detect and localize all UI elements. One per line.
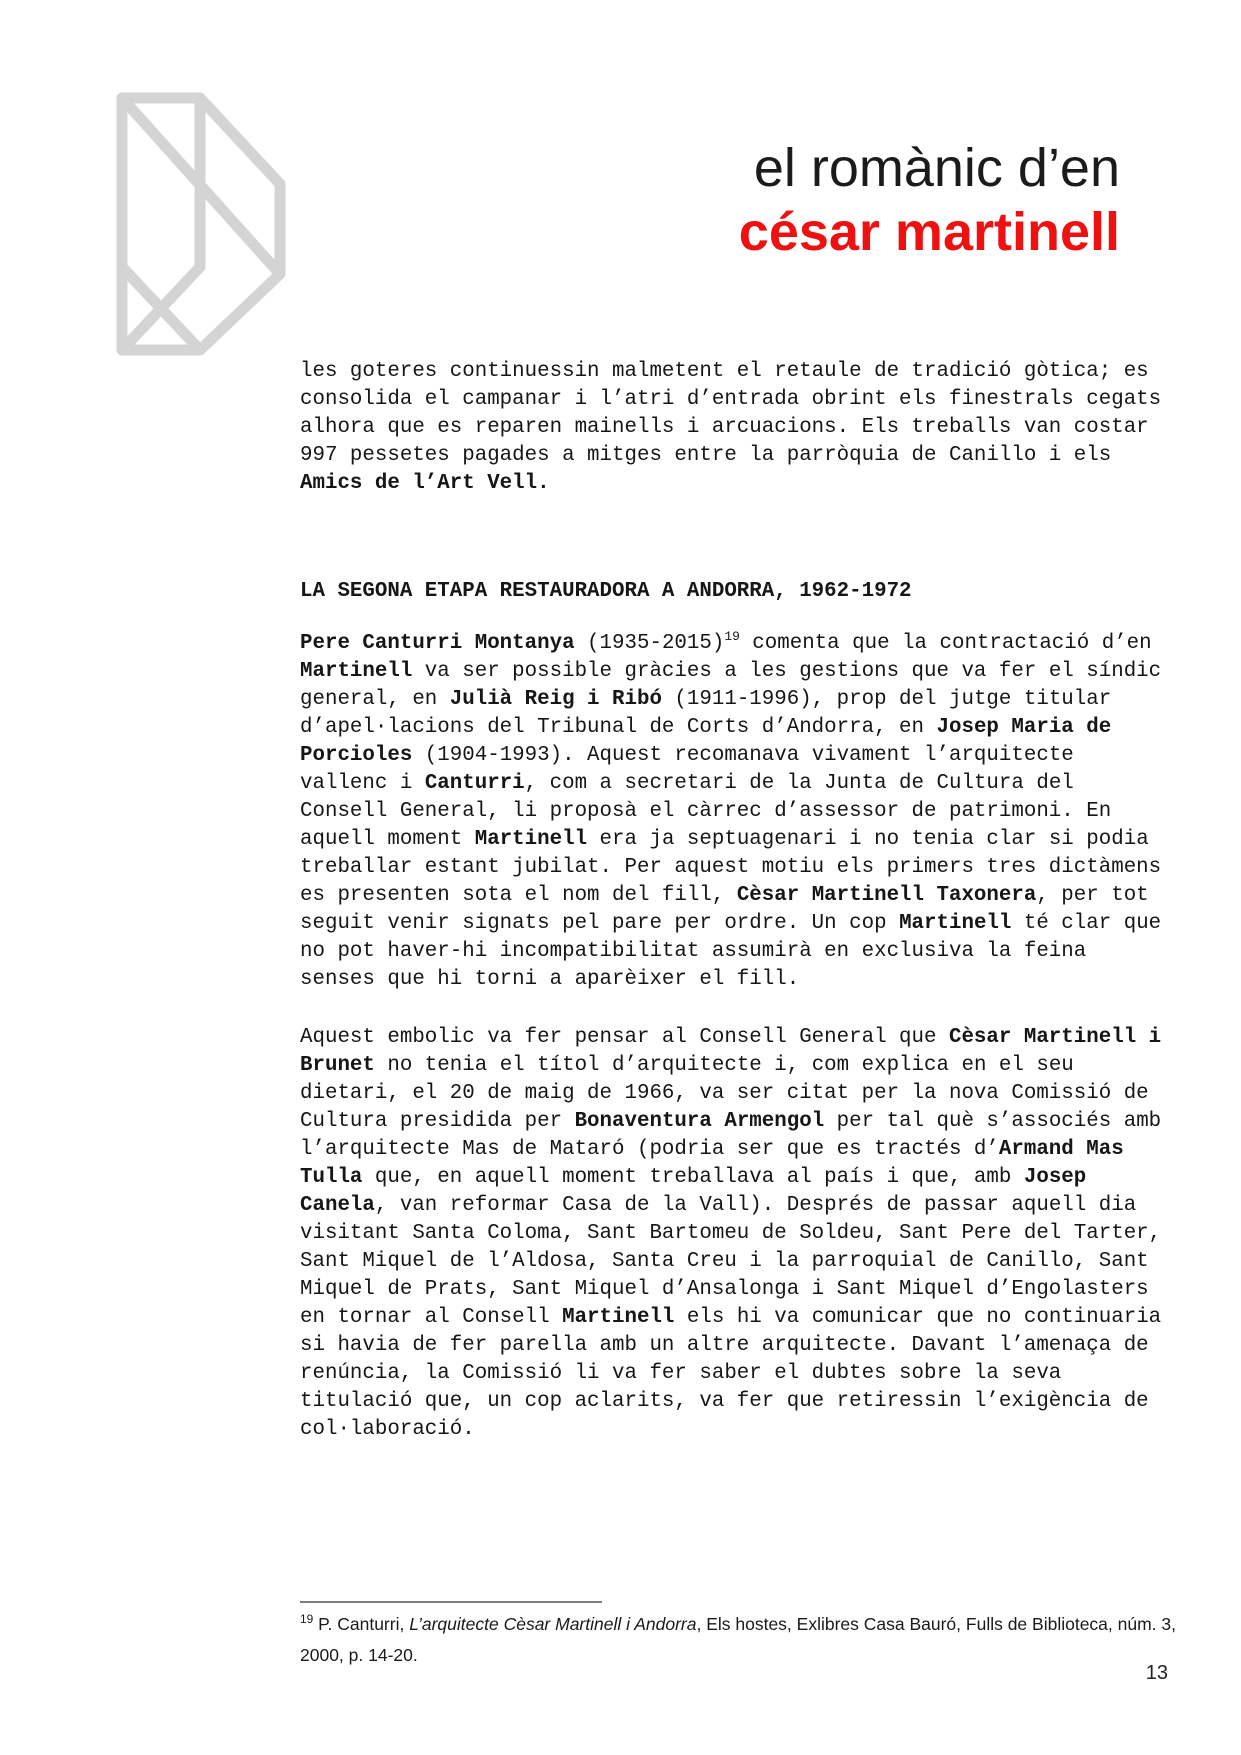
text-segment: consolida el campanar i l’atri d’entrada obrint els finestrals cegats [300,388,1162,411]
text-line [300,686,1170,714]
text-segment: , Els hostes, Exlibres Casa Bauró, Fulls de Biblioteca, núm. 3, [696,1614,1176,1634]
text-segment: per tal què s’associés amb [824,1110,1162,1133]
text-segment: Martinell [474,828,588,851]
text-segment: Cultura presidida per [300,1110,575,1133]
text-segment: Armand Mas [998,1138,1124,1161]
text-line [300,1360,1170,1388]
text-segment: (1904-1993). Aquest recomanava vivament l’arquitecte [412,744,1074,767]
text-segment: Miquel de Prats, Sant Miquel d’Ansalonga i Sant Miquel d’Engolasters [300,1278,1149,1301]
text-segment: té clar que [1011,912,1162,935]
text-line [300,414,1170,442]
text-line [300,882,1170,910]
text-line [300,1136,1170,1164]
text-segment: Aquest embolic va fer pensar al Consell General que [300,1026,949,1049]
text-segment: va ser possible gràcies a les gestions que va fer el síndic [412,660,1162,683]
text-line [300,938,1170,966]
text-segment: (1911-1996), prop del jutge titular [661,688,1112,711]
text-segment: Cèsar Martinell Taxonera [736,884,1037,907]
text-line [300,658,1170,686]
text-line [300,1248,1170,1276]
text-segment: visitant Santa Coloma, Sant Bartomeu de Soldeu, Sant Pere del Tarter, [300,1222,1162,1245]
text-line [300,798,1170,826]
text-segment: Tulla [300,1166,363,1189]
text-line [300,1192,1170,1220]
text-segment: seguit venir signats pel pare per ordre. Un cop [300,912,900,935]
text-segment: Bonaventura Armengol [574,1110,825,1133]
text-segment: 2000, p. 14-20. [300,1645,418,1665]
text-line [300,854,1170,882]
text-segment: Canturri [424,772,525,795]
text-segment: Cèsar Martinell i [948,1026,1162,1049]
text-segment: l’arquitecte Mas de Mataró (podria ser que es tractés d’ [300,1138,999,1161]
text-segment: 19 [300,1612,314,1627]
text-line [300,386,1170,414]
text-line [300,442,1170,470]
paragraph-1 [300,358,1170,498]
text-line [300,966,1170,994]
text-segment: si havia de fer parella amb un altre arquitecte. Davant l’amenaça de [300,1334,1149,1357]
text-segment: Martinell [899,912,1012,935]
text-line [300,1276,1170,1304]
text-line [300,770,1170,798]
text-segment: comenta que la contractació d’en [739,632,1152,655]
text-segment: , per tot [1036,884,1149,907]
text-segment: Brunet [300,1054,375,1077]
text-segment: col·laboració. [300,1418,475,1441]
text-line [300,826,1170,854]
text-line [300,1388,1170,1416]
text-segment: general, en [300,688,450,711]
text-segment: (1935-2015) [574,632,725,655]
text-line [300,742,1170,770]
masthead [300,136,1120,264]
paragraph-3 [300,1024,1170,1444]
text-segment: Canela [300,1194,375,1217]
text-line [300,1024,1170,1052]
text-segment: Martinell [562,1306,675,1329]
text-segment: en tornar al Consell [300,1306,563,1329]
footnote-line [300,1609,1176,1640]
text-segment: no tenia el títol d’arquitecte i, com explica en el seu [374,1054,1074,1077]
text-line [300,1052,1170,1080]
text-segment: d’apel·lacions del Tribunal de Corts d’Andorra, en [300,716,937,739]
text-segment: Pere Canturri Montanya [300,632,575,655]
text-line [300,1416,1170,1444]
text-segment: que, en aquell moment treballava al país i que, amb [362,1166,1024,1189]
text-segment: alhora que es reparen mainells i arcuacions. Els treballs van costar [300,416,1149,439]
text-line [300,1304,1170,1332]
text-segment: L’arquitecte Cèsar Martinell i Andorra [409,1614,697,1634]
text-segment: treballar estant jubilat. Per aquest motiu els primers tres dictàmens [300,856,1162,879]
text-segment: es presenten sota el nom del fill, [300,884,737,907]
masthead-title-line2: césar martinell [738,202,1120,262]
text-segment: P. Canturri, [313,1614,410,1634]
text-line [300,714,1170,742]
text-segment: Julià Reig i Ribó [449,688,662,711]
text-segment: vallenc i [300,772,425,795]
publisher-logo-icon [112,86,292,366]
text-line [300,358,1170,386]
text-line [300,1220,1170,1248]
masthead-title-line1: el romànic d’en [753,138,1120,198]
text-segment: 19 [724,629,740,645]
text-line [300,630,1170,658]
text-segment: Josep Maria de [936,716,1112,739]
text-segment: senses que hi torni a aparèixer el fill. [300,968,800,991]
footnote-separator [300,1601,602,1603]
text-segment: Martinell [300,660,413,683]
text-segment: era ja septuagenari i no tenia clar si podia [587,828,1149,851]
paragraph-2 [300,630,1170,994]
text-line [300,1164,1170,1192]
text-segment: Sant Miquel de l’Aldosa, Santa Creu i la parroquial de Canillo, Sant [300,1250,1149,1273]
text-segment: Amics de l’Art Vell. [300,472,550,495]
text-segment: les goteres continuessin malmetent el retaule de tradició gòtica; es [300,360,1149,383]
text-segment: dietari, el 20 de maig de 1966, va ser citat per la nova Comissió de [300,1082,1149,1105]
text-line [300,1108,1170,1136]
text-segment: 997 pessetes pagades a mitges entre la parròquia de Canillo i els [300,444,1112,467]
text-segment: Josep [1023,1166,1087,1189]
text-segment: titulació que, un cop aclarits, va fer que retiressin l’exigència de [300,1390,1149,1413]
text-line [300,470,1170,498]
section-heading: LA SEGONA ETAPA RESTAURADORA A ANDORRA, 1962-1972 [300,580,912,603]
text-segment: aquell moment [300,828,475,851]
page-number: 13 [1145,1662,1168,1684]
text-line [300,910,1170,938]
text-segment: no pot haver-hi incompatibilitat assumirà en exclusiva la feina [300,940,1087,963]
text-segment: Porcioles [300,744,413,767]
text-segment: Consell General, li proposà el càrrec d’assessor de patrimoni. En [300,800,1112,823]
text-segment: els hi va comunicar que no continuaria [674,1306,1162,1329]
text-segment: renúncia, la Comissió li va fer saber el dubtes sobre la seva [300,1362,1062,1385]
text-line [300,1332,1170,1360]
text-segment: , com a secretari de la Junta de Cultura del [524,772,1074,795]
text-line [300,1080,1170,1108]
text-segment: , van reformar Casa de la Vall). Després de passar aquell dia [374,1194,1137,1217]
